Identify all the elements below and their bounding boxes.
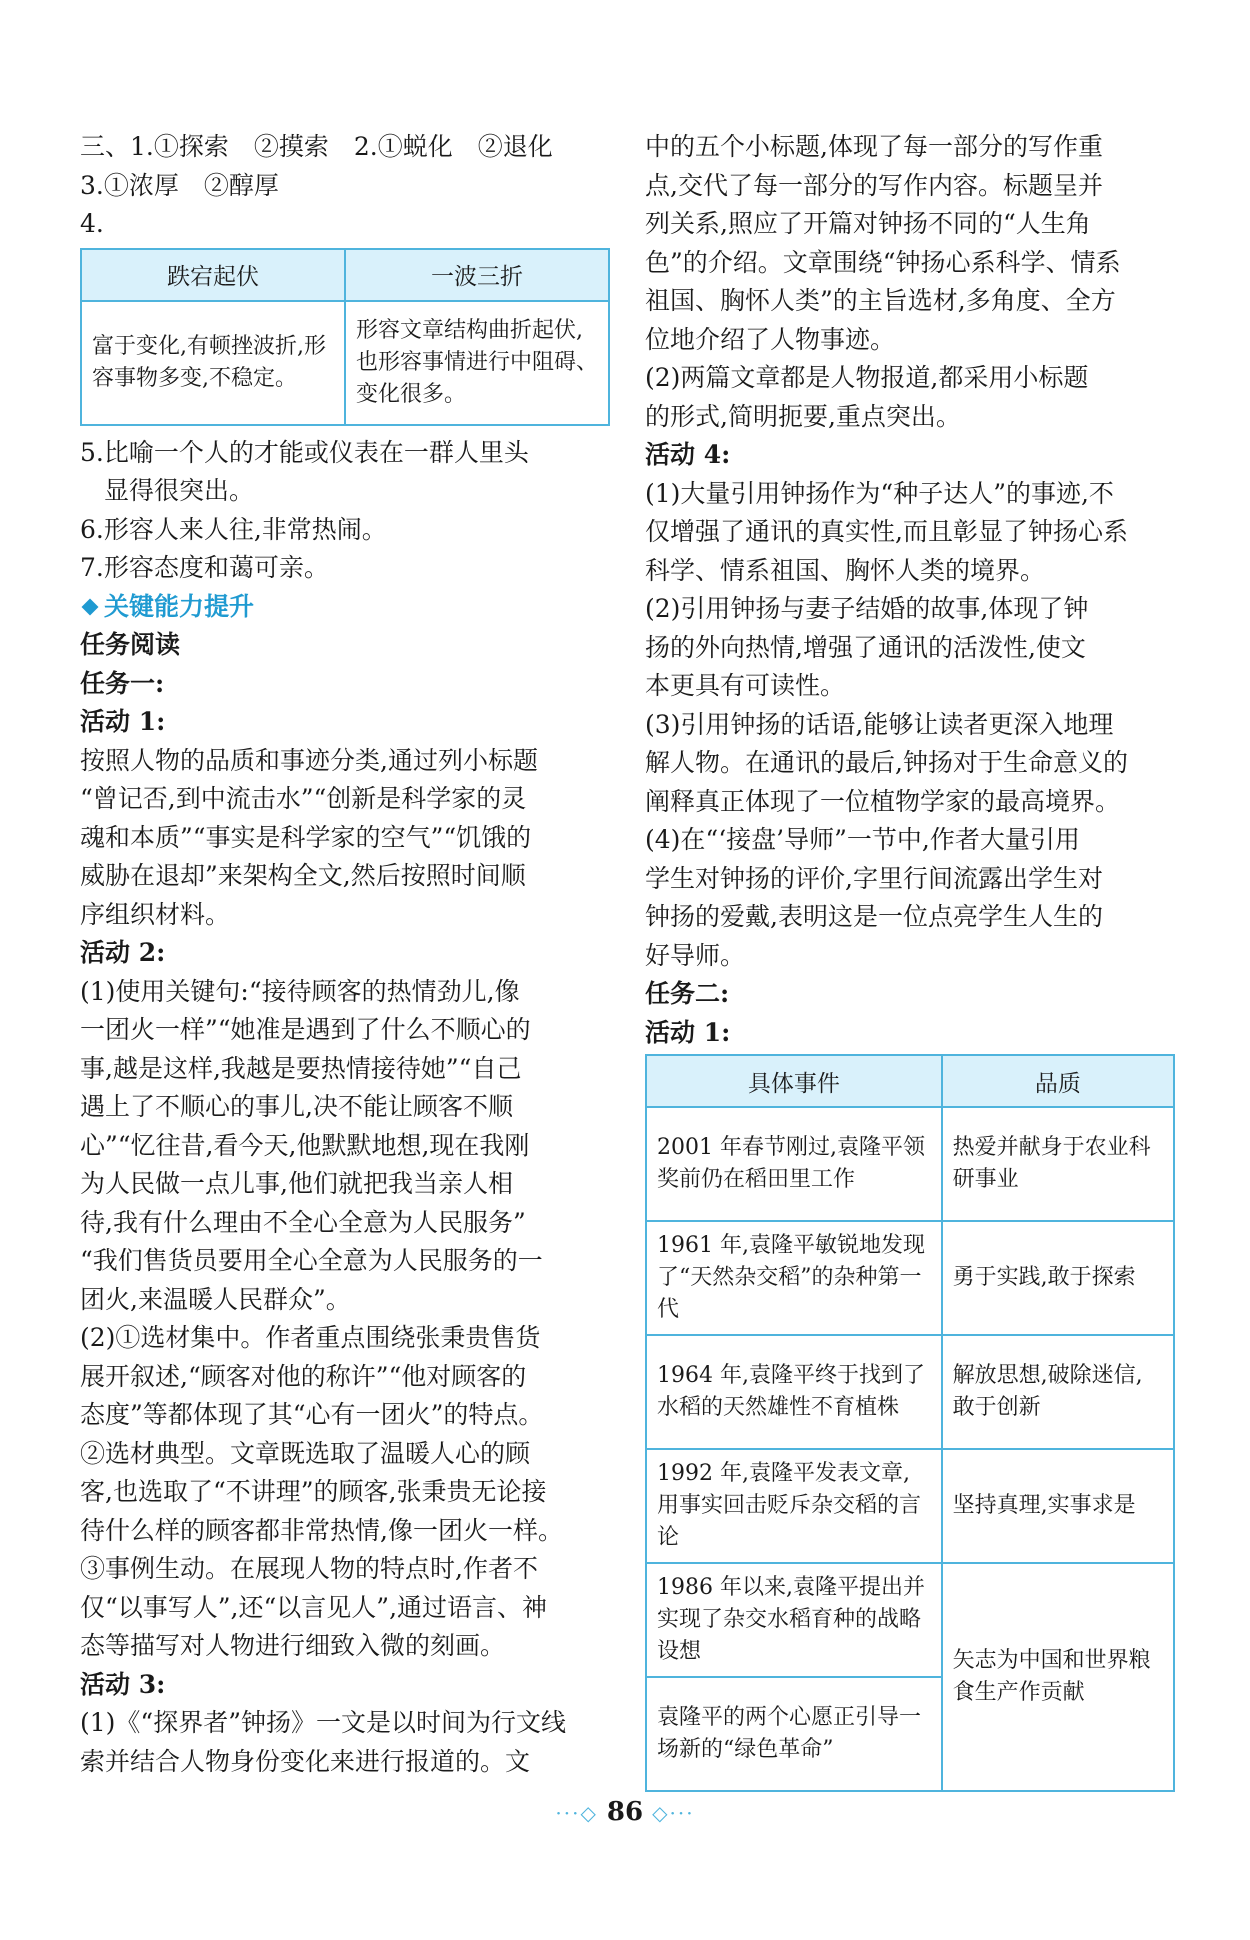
text-line: 学生对钟扬的评价,字里行间流露出学生对 bbox=[645, 863, 1103, 893]
table-row bbox=[646, 1563, 1174, 1677]
text-line: 态度”等都体现了其“心有一团火”的特点。 bbox=[80, 1400, 544, 1429]
event-cell: 1964 年,袁隆平终于找到了水稻的天然雄性不育植株 bbox=[646, 1335, 942, 1449]
text-line: 中的五个小标题,体现了每一部分的写作重 bbox=[645, 132, 1103, 161]
table-row bbox=[646, 1221, 1174, 1335]
text-line: (4)在“‘接盘’导师”一节中,作者大量引用 bbox=[645, 825, 1080, 854]
section-heading-text: 关键能力提升 bbox=[104, 591, 255, 621]
text-line: 心”“忆往昔,看今天,他默默地想,现在我刚 bbox=[80, 1130, 530, 1160]
text-line: (2)引用钟扬与妻子结婚的故事,体现了钟 bbox=[645, 594, 1089, 623]
text-line: 序组织材料。 bbox=[80, 899, 231, 929]
quality-cell: 热爱并献身于农业科研事业 bbox=[942, 1107, 1174, 1221]
right-column bbox=[645, 128, 1175, 1792]
page-number bbox=[0, 1797, 1250, 1827]
text-line: 事,越是这样,我越是要热情接待她”“自己 bbox=[80, 1053, 522, 1083]
text-line: 团火,来温暖人民群众”。 bbox=[80, 1284, 351, 1314]
diamond-icon bbox=[82, 598, 99, 615]
left-column bbox=[80, 128, 610, 1781]
text-line: 色”的介绍。文章围绕“钟扬心系科学、情系 bbox=[645, 247, 1121, 277]
text-line: 4. bbox=[80, 209, 104, 238]
dots-decoration: ···◇ bbox=[555, 1801, 598, 1825]
text-line: 仅“以事写人”,还“以言见人”,通过语言、神 bbox=[80, 1592, 548, 1622]
event-cell: 2001 年春节刚过,袁隆平领奖前仍在稻田里工作 bbox=[646, 1107, 942, 1221]
text-line: 遇上了不顺心的事儿,决不能让顾客不顺 bbox=[80, 1092, 513, 1121]
text-line: 任务阅读 bbox=[80, 630, 181, 659]
quality-cell: 坚持真理,实事求是 bbox=[942, 1449, 1174, 1563]
idiom-table bbox=[80, 248, 610, 426]
text-line: 活动 2: bbox=[80, 938, 166, 967]
events-table bbox=[645, 1054, 1175, 1792]
table-cell: 形容文章结构曲折起伏,也形容事情进行中阻碍、变化很多。 bbox=[345, 301, 609, 425]
text-line: 本更具有可读性。 bbox=[645, 671, 846, 700]
text-line: 活动 1: bbox=[80, 707, 166, 736]
table-row bbox=[646, 1449, 1174, 1563]
text-line: ③事例生动。在展现人物的特点时,作者不 bbox=[80, 1554, 538, 1583]
text-line: 列关系,照应了开篇对钟扬不同的“人生角 bbox=[645, 209, 1091, 238]
text-line: 阐释真正体现了一位植物学家的最高境界。 bbox=[645, 786, 1121, 816]
text-line: 的形式,简明扼要,重点突出。 bbox=[645, 401, 961, 431]
text-line: (2)两篇文章都是人物报道,都采用小标题 bbox=[645, 363, 1089, 392]
text-line: (3)引用钟扬的话语,能够让读者更深入地理 bbox=[645, 709, 1114, 739]
text-line: 3.①浓厚 ②醇厚 bbox=[80, 170, 279, 200]
answer-lines-a bbox=[80, 128, 610, 244]
event-cell: 袁隆平的两个心愿正引导一场新的“绿色革命” bbox=[646, 1677, 942, 1791]
text-line: 位地介绍了人物事迹。 bbox=[645, 324, 896, 354]
text-line: 活动 3: bbox=[80, 1669, 166, 1699]
text-line: (1)使用关键句:“接待顾客的热情劲儿,像 bbox=[80, 976, 520, 1006]
text-line: 待,我有什么理由不全心全意为人民服务” bbox=[80, 1207, 526, 1237]
text-line: “我们售货员要用全心全意为人民服务的一 bbox=[80, 1246, 543, 1275]
page-number-text: 86 bbox=[606, 1797, 644, 1827]
table-header: 具体事件 bbox=[646, 1055, 942, 1107]
text-line: 活动 1: bbox=[645, 1017, 731, 1047]
dots-decoration: ◇··· bbox=[652, 1801, 695, 1825]
event-cell: 1986 年以来,袁隆平提出并实现了杂交水稻育种的战略设想 bbox=[646, 1563, 942, 1677]
text-line: 索并结合人物身份变化来进行报道的。文 bbox=[80, 1746, 531, 1776]
text-line: “曾记否,到中流击水”“创新是科学家的灵 bbox=[80, 784, 527, 813]
text-line: 6.形容人来人往,非常热闹。 bbox=[80, 514, 387, 544]
text-line: 客,也选取了“不讲理”的顾客,张秉贵无论接 bbox=[80, 1477, 547, 1506]
quality-cell: 解放思想,破除迷信,敢于创新 bbox=[942, 1335, 1174, 1449]
text-line: 三、1.①探索 ②摸索 2.①蜕化 ②退化 bbox=[80, 132, 553, 161]
text-line: 显得很突出。 bbox=[104, 476, 255, 505]
text-line: 展开叙述,“顾客对他的称许”“他对顾客的 bbox=[80, 1361, 527, 1391]
event-cell: 1961 年,袁隆平敏锐地发现了“天然杂交稻”的杂种第一代 bbox=[646, 1221, 942, 1335]
text-line: 点,交代了每一部分的写作内容。标题呈并 bbox=[645, 170, 1103, 200]
quality-cell: 勇于实践,敢于探索 bbox=[942, 1221, 1174, 1335]
text-line: 钟扬的爱戴,表明这是一位点亮学生人生的 bbox=[645, 902, 1103, 931]
text-line: 扬的外向热情,增强了通讯的活泼性,使文 bbox=[645, 632, 1086, 662]
table-row bbox=[646, 1107, 1174, 1221]
text-line: 祖国、胸怀人类”的主旨选材,多角度、全方 bbox=[645, 286, 1116, 315]
answer-lines-b bbox=[80, 434, 610, 588]
text-line: 魂和本质”“事实是科学家的空气”“饥饿的 bbox=[80, 822, 532, 852]
table-cell: 富于变化,有顿挫波折,形容事物多变,不稳定。 bbox=[81, 301, 345, 425]
text-line: 活动 4: bbox=[645, 440, 731, 469]
text-line: 科学、情系祖国、胸怀人类的境界。 bbox=[645, 555, 1046, 585]
event-cell: 1992 年,袁隆平发表文章,用事实回击贬斥杂交稻的言论 bbox=[646, 1449, 942, 1563]
text-line: 威胁在退却”来架构全文,然后按照时间顺 bbox=[80, 861, 526, 890]
quality-cell: 矢志为中国和世界粮食生产作贡献 bbox=[942, 1563, 1174, 1791]
text-line: 好导师。 bbox=[645, 940, 746, 970]
text-line: 为人民做一点儿事,他们就把我当亲人相 bbox=[80, 1169, 513, 1198]
table-header: 品质 bbox=[942, 1055, 1174, 1107]
text-line: ②选材典型。文章既选取了温暖人心的顾 bbox=[80, 1438, 531, 1468]
table-header: 一波三折 bbox=[345, 249, 609, 301]
text-line: (1)大量引用钟扬作为“种子达人”的事迹,不 bbox=[645, 478, 1114, 508]
text-line: 5.比喻一个人的才能或仪表在一群人里头 bbox=[80, 437, 529, 467]
text-line: 解人物。在通讯的最后,钟扬对于生命意义的 bbox=[645, 748, 1128, 777]
text-line: 一团火一样”“她准是遇到了什么不顺心的 bbox=[80, 1015, 531, 1044]
text-line: (2)①选材集中。作者重点围绕张秉贵售货 bbox=[80, 1323, 541, 1352]
table-header: 跌宕起伏 bbox=[81, 249, 345, 301]
text-line: 按照人物的品质和事迹分类,通过列小标题 bbox=[80, 745, 538, 775]
text-line: 待什么样的顾客都非常热情,像一团火一样。 bbox=[80, 1515, 563, 1545]
text-line: 7.形容态度和蔼可亲。 bbox=[80, 553, 329, 582]
text-line: 任务二: bbox=[645, 979, 730, 1008]
text-line: 任务一: bbox=[80, 668, 165, 698]
text-line: 仅增强了通讯的真实性,而且彰显了钟扬心系 bbox=[645, 517, 1128, 546]
answer-lines-c bbox=[80, 626, 610, 1781]
section-heading bbox=[80, 588, 610, 627]
text-line: 态等描写对人物进行细致入微的刻画。 bbox=[80, 1631, 506, 1660]
text-line: (1)《“探界者”钟扬》一文是以时间为行文线 bbox=[80, 1708, 566, 1737]
table-row bbox=[646, 1335, 1174, 1449]
